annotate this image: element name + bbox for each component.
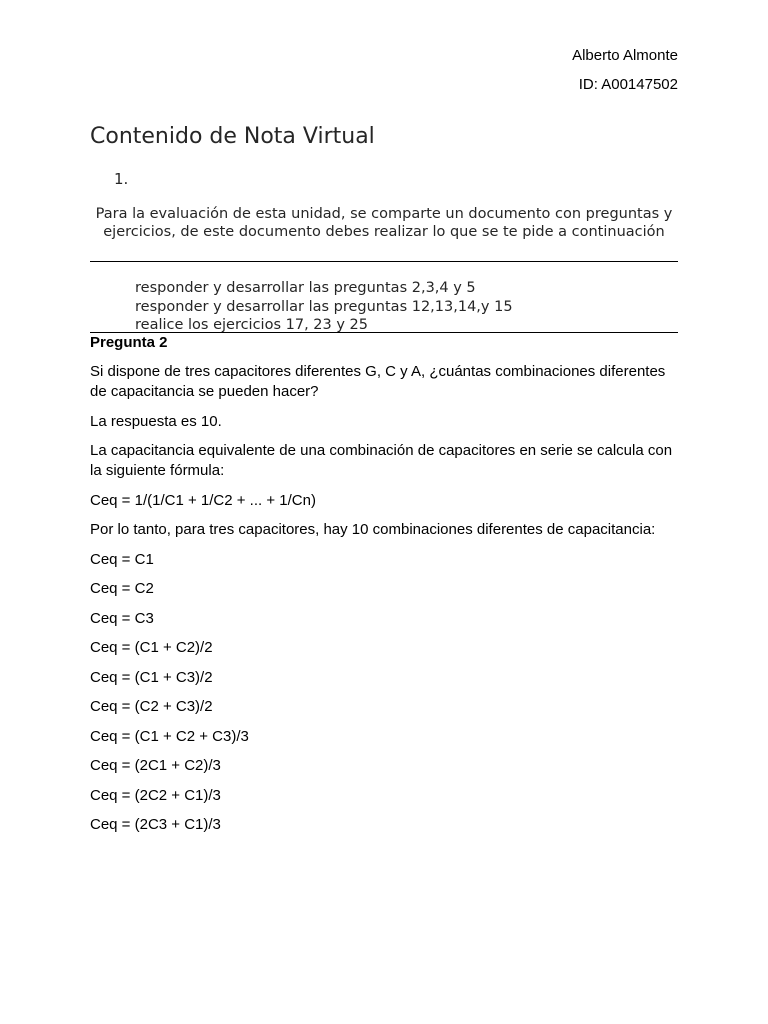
task-item: responder y desarrollar las preguntas 2,3,4 y 5: [135, 280, 476, 296]
combination-item: Ceq = (C1 + C2)/2: [90, 639, 213, 656]
task-item: responder y desarrollar las preguntas 12,13,14,y 15: [135, 298, 513, 315]
combination-item: Ceq = C2: [90, 580, 154, 597]
divider-top: [90, 261, 678, 262]
page-title: Contenido de Nota Virtual: [90, 124, 375, 149]
question-conclusion: Por lo tanto, para tres capacitores, hay 10 combinaciones diferentes de capacitancia:: [90, 521, 656, 538]
task-item: realice los ejercicios 17, 23 y 25: [135, 317, 368, 332]
question-formula: Ceq = 1/(1/C1 + 1/C2 + ... + 1/Cn): [90, 491, 316, 509]
question-answer: La respuesta es 10.: [90, 412, 222, 430]
combination-item: Ceq = (2C2 + C1)/3: [90, 786, 221, 804]
combination-item: Ceq = (C1 + C3)/2: [90, 668, 213, 686]
intro-paragraph: Para la evaluación de esta unidad, se comparte un documento con preguntas y ejercicios, de este documento debes realizar lo que se te pide a continuación: [95, 206, 673, 240]
task-list: [135, 279, 513, 332]
author-block: [572, 46, 678, 95]
list-number: 1.: [114, 170, 129, 188]
combination-item: Ceq = C1: [90, 550, 154, 568]
question-section: [90, 333, 678, 845]
author-id: ID: A00147502: [578, 76, 678, 93]
combination-item: Ceq = C3: [90, 609, 154, 627]
question-prompt: Si dispone de tres capacitores diferentes G, C y A, ¿cuántas combinaciones diferentes de capacitancia se pueden hacer?: [90, 363, 666, 400]
question-explanation: La capacitancia equivalente de una combinación de capacitores en serie se calcula con la siguiente fórmula:: [90, 442, 673, 479]
combination-item: Ceq = (C1 + C2 + C3)/3: [90, 727, 249, 745]
combination-item: Ceq = (2C3 + C1)/3: [90, 816, 221, 833]
author-name: Alberto Almonte: [572, 47, 678, 64]
combination-item: Ceq = (C2 + C3)/2: [90, 698, 213, 715]
combination-item: Ceq = (2C1 + C2)/3: [90, 757, 221, 774]
question-heading: Pregunta 2: [90, 334, 168, 351]
